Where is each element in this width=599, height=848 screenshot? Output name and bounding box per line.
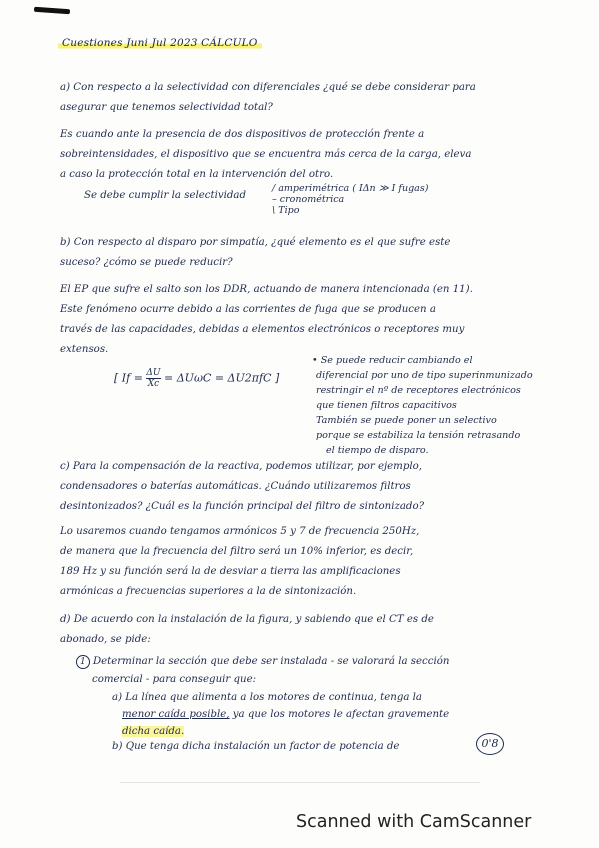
answer-a-line3: a caso la protección total en la intervención del otro. <box>60 169 334 180</box>
note-b-line2: diferencial por uno de tipo superinmunizado <box>316 370 533 381</box>
question-c-line3: desintonizados? ¿Cuál es la función principal del filtro de sintonizado? <box>60 501 425 512</box>
note-b-line6: porque se estabiliza la tensión retrasando <box>316 430 521 441</box>
criterion-2: cronométrica <box>279 194 345 205</box>
question-c-line2: condensadores o baterías automáticas. ¿Cuándo utilizaremos filtros <box>60 481 411 492</box>
sub-a-rest: ya que los motores le afectan gravemente <box>229 709 450 720</box>
answer-a-line2: sobreintensidades, el dispositivo que se encuentra más cerca de la carga, eleva <box>60 149 472 160</box>
sub-b-line: b) Que tenga dicha instalación un factor de potencia de <box>112 741 400 752</box>
formula-denominator: Xc <box>147 379 160 389</box>
answer-b-line2: Este fenómeno ocurre debido a las corrientes de fuga que se producen a <box>60 304 436 315</box>
question-c-line1: c) Para la compensación de la reactiva, podemos utilizar, por ejemplo, <box>60 461 422 472</box>
answer-b-line1: El EP que sufre el salto son los DDR, actuando de manera intencionada (en 11). <box>60 284 473 295</box>
question-b-line1: b) Con respecto al disparo por simpatía, ¿qué elemento es el que sufre este <box>60 237 451 248</box>
pen-mark <box>34 7 70 14</box>
answer-c-line1: Lo usaremos cuando tengamos armónicos 5 y 7 de frecuencia 250Hz, <box>60 526 420 537</box>
formula-right: = ΔUωC = ΔU2πfC ] <box>164 371 280 385</box>
selectivity-lead: Se debe cumplir la selectividad <box>84 190 246 201</box>
page-title: Cuestiones Juni Jul 2023 CÁLCULO <box>58 37 262 49</box>
camscanner-watermark: Scanned with CamScanner <box>296 812 532 832</box>
power-factor-circled: 0'8 <box>476 733 504 755</box>
item-1-line2: comercial - para conseguir que: <box>92 674 257 685</box>
answer-c-line3: 189 Hz y su función será la de desviar a tierra las amplificaciones <box>60 566 401 577</box>
formula-left: [ If = <box>114 371 143 385</box>
question-b-line2: suceso? ¿cómo se puede reducir? <box>60 257 233 268</box>
sub-a-highlight: dicha caída. <box>122 726 185 737</box>
question-d-line1: d) De acuerdo con la instalación de la figura, y sabiendo que el CT es de <box>60 614 434 625</box>
answer-c-line2: de manera que la frecuencia del filtro será un 10% inferior, es decir, <box>60 546 414 557</box>
formula-fraction <box>146 368 160 389</box>
selectivity-list: / amperimétrica ( IΔn ≫ I fugas) – cronométrica \ Tipo <box>272 183 429 216</box>
sub-a-underlined: menor caída posible, <box>122 709 230 720</box>
question-d-line2: abonado, se pide: <box>60 634 151 645</box>
note-b-line4: que tienen filtros capacitivos <box>316 400 457 411</box>
answer-b-line4: extensos. <box>60 344 109 355</box>
note-b-line3: restringir el nº de receptores electrónicos <box>316 385 521 396</box>
fuga-formula <box>114 368 279 389</box>
answer-b-line3: través de las capacidades, debidas a elementos electrónicos o receptores muy <box>60 324 465 335</box>
note-b-line1: • Se puede reducir cambiando el <box>312 355 473 366</box>
item-1 <box>76 652 449 671</box>
note-b-line5: También se puede poner un selectivo <box>316 415 497 426</box>
answer-c-line4: armónicas a frecuencias superiores a la de sintonización. <box>60 586 357 597</box>
question-a-line2: asegurar que tenemos selectividad total? <box>60 102 273 113</box>
item-1-text: Determinar la sección que debe ser instalada - se valorará la sección <box>92 656 450 667</box>
question-a-line1: a) Con respecto a la selectividad con diferenciales ¿qué se debe considerar para <box>60 82 476 93</box>
formula-numerator: ΔU <box>146 368 161 378</box>
item-number: 1 <box>76 655 90 669</box>
sub-a-line1: a) La línea que alimenta a los motores de continua, tenga la <box>112 692 422 703</box>
note-b-line7: el tiempo de disparo. <box>326 445 429 456</box>
faint-divider <box>120 782 480 783</box>
criterion-1: amperimétrica ( IΔn ≫ I fugas) <box>278 183 429 194</box>
answer-a-line1: Es cuando ante la presencia de dos dispositivos de protección frente a <box>60 129 425 140</box>
criterion-3: Tipo <box>278 205 300 216</box>
